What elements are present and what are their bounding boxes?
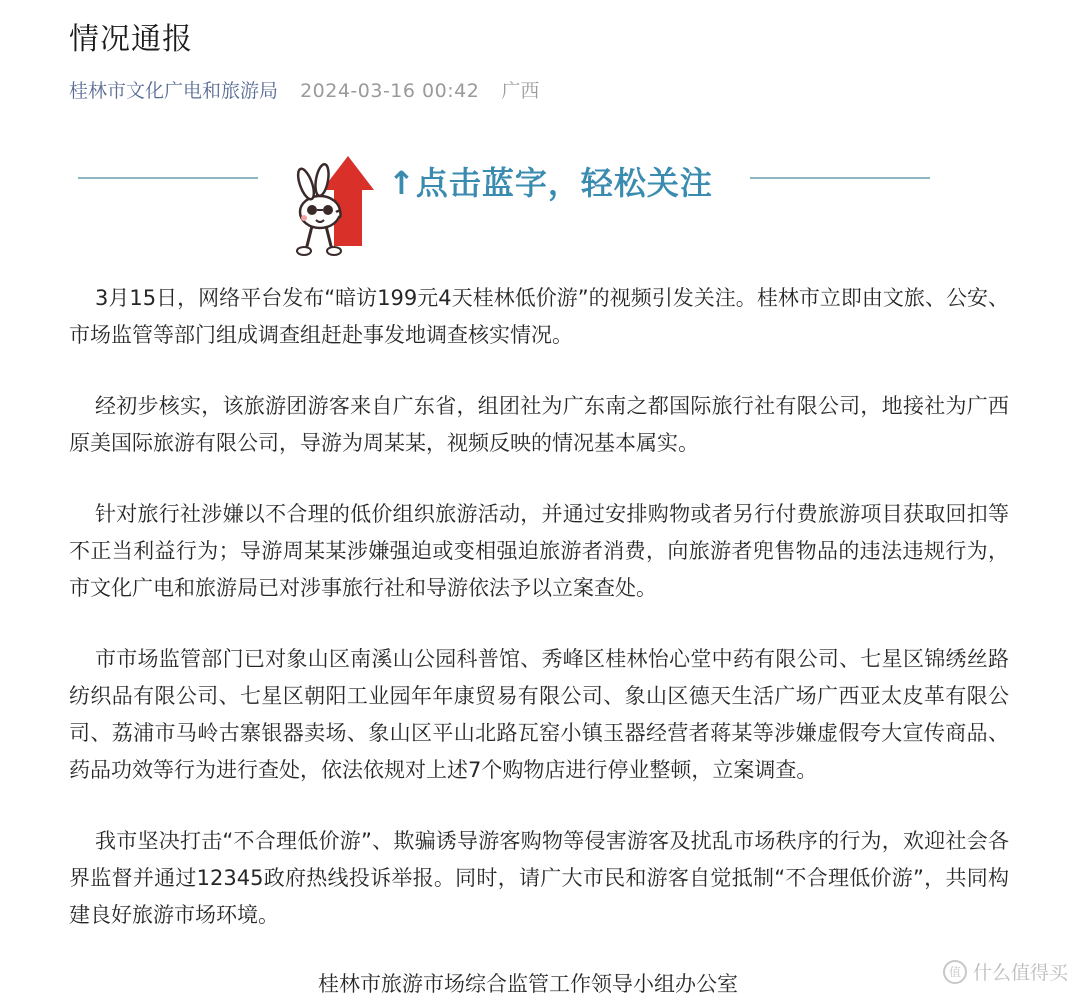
issuer-signature: 桂林市旅游市场综合监管工作领导小组办公室 [318, 972, 738, 996]
rabbit-mascot-icon [282, 150, 392, 260]
zhi-icon: 值 [943, 960, 967, 984]
paragraph-3: 针对旅行社涉嫌以不合理的低价组织旅游活动，并通过安排购物或者另行付费旅游项目获取回扣等不正当利益行为；导游周某某涉嫌强迫或变相强迫旅游者消费，向旅游者兜售物品的违法违规行为，市文化广电和旅游局已对涉事旅行社和导游依法予以立案查处。 [69, 502, 1009, 600]
article-title: 情况通报 [69, 22, 193, 57]
site-watermark [943, 958, 1068, 985]
follow-banner[interactable] [0, 140, 1080, 260]
banner-divider-right [750, 177, 930, 179]
paragraph-4: 市市场监管部门已对象山区南溪山公园科普馆、秀峰区桂林怡心堂中药有限公司、七星区锦绣丝路纺织品有限公司、七星区朝阳工业园年年康贸易有限公司、象山区德天生活广场广西亚太皮革有限公司、荔浦市马岭古寨银器卖场、象山区平山北路瓦窑小镇玉器经营者蒋某等涉嫌虚假夸大宣传商品、药品功效等行为进行查处，依法依规对上述7个购物店进行停业整顿，立案调查。 [69, 647, 1009, 782]
paragraph-5: 我市坚决打击“不合理低价游”、欺骗诱导游客购物等侵害游客及扰乱市场秩序的行为，欢迎社会各界监督并通过12345政府热线投诉举报。同时，请广大市民和游客自觉抵制“不合理低价游”，共同构建良好旅游市场环境。 [69, 829, 1009, 927]
paragraph-2: 经初步核实，该旅游团游客来自广东省，组团社为广东南之都国际旅行社有限公司，地接社为广西原美国际旅游有限公司，导游为周某某，视频反映的情况基本属实。 [69, 394, 1009, 455]
publish-region: 广西 [501, 80, 540, 102]
paragraph-1: 3月15日，网络平台发布“暗访199元4天桂林低价游”的视频引发关注。桂林市立即由文旅、公安、市场监管等部门组成调查组赶赴事发地调查核实情况。 [69, 286, 1009, 347]
article-meta [69, 76, 539, 103]
publish-date: 2024-03-16 00:42 [300, 80, 480, 102]
follow-prompt-text[interactable]: ↑点击蓝字，轻松关注 [388, 164, 713, 202]
account-name-link[interactable]: 桂林市文化广电和旅游局 [69, 80, 279, 102]
banner-divider-left [78, 177, 258, 179]
article-body [69, 280, 1009, 968]
watermark-text: 什么值得买 [972, 962, 1068, 984]
